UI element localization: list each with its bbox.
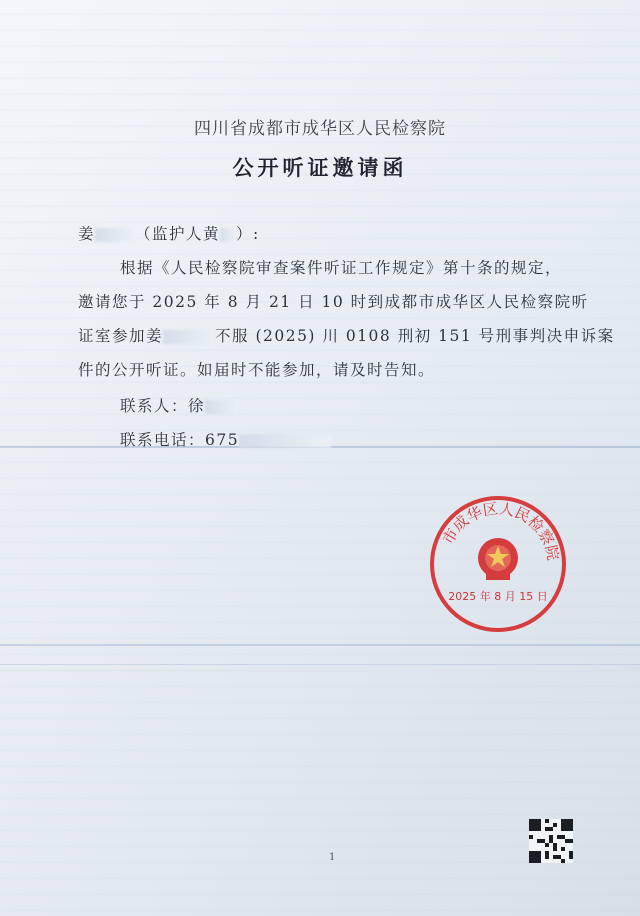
issuing-organization: 四川省成都市成华区人民检察院 [194, 119, 446, 139]
redacted-guardian-name [220, 228, 236, 242]
document-title: 公开听证邀请函 [232, 155, 408, 180]
body-line-2: 邀请您于 2025 年 8 月 21 日 10 时到成都市成华区人民检察院听 [78, 293, 589, 311]
redacted-party-name [163, 330, 215, 344]
contact-phone-value: 675 [205, 431, 240, 449]
addressee-end: ）: [236, 225, 260, 243]
scan-line [0, 664, 640, 665]
seal-ring-text: 市成华区人民检察院 [438, 499, 563, 562]
redacted-name [95, 228, 135, 242]
national-emblem-icon [478, 538, 518, 580]
body-line-3 [78, 324, 615, 346]
contact-person-label: 联系人： [120, 397, 189, 415]
scan-line [0, 644, 640, 646]
contact-phone-line [120, 428, 331, 450]
body-line-3-start: 证室参加姜 [78, 327, 164, 345]
contact-person-line [120, 394, 239, 416]
contact-phone-label: 联系电话： [120, 431, 206, 449]
qr-code-icon [529, 819, 573, 863]
guardian-text: （监护人黄 [135, 225, 221, 243]
official-seal [428, 494, 568, 634]
addressee-line [78, 222, 260, 244]
page-number: 1 [329, 852, 336, 863]
body-line-3-end: 不服 (2025) 川 0108 刑初 151 号刑事判决申诉案 [215, 327, 615, 345]
contact-person-value: 徐 [188, 397, 206, 415]
redacted-phone [239, 434, 331, 448]
seal-date: 2025 年 8 月 15 日 [448, 590, 548, 603]
body-line-4: 件的公开听证。如届时不能参加，请及时告知。 [78, 361, 436, 379]
redacted-contact-name [205, 400, 239, 414]
addressee-name: 姜 [78, 225, 96, 243]
body-line-1: 根据《人民检察院审查案件听证工作规定》第十条的规定， [120, 259, 563, 277]
